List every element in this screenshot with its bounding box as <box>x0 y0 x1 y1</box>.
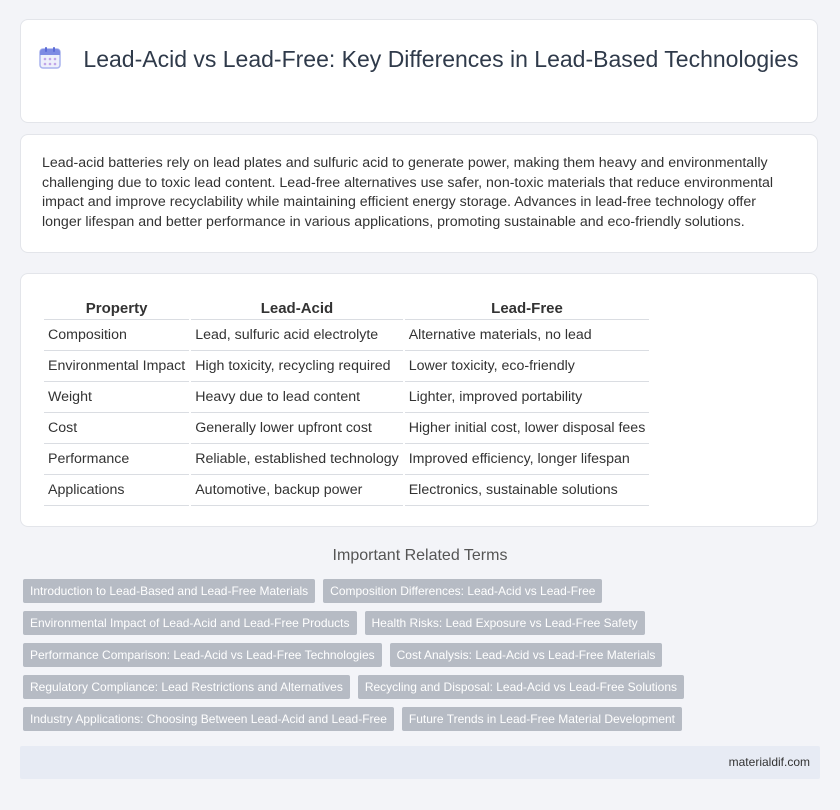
table-cell: Performance <box>44 444 189 475</box>
table-row <box>44 475 649 506</box>
table-cell: Weight <box>44 382 189 413</box>
table-cell: Composition <box>44 320 189 351</box>
footer-site-link[interactable]: materialdif.com <box>728 755 810 769</box>
table-cell: Lighter, improved portability <box>405 382 650 413</box>
table-cell: Automotive, backup power <box>191 475 403 506</box>
table-cell: Electronics, sustainable solutions <box>405 475 650 506</box>
tag-row <box>23 579 713 603</box>
intro-card <box>20 134 818 253</box>
table-cell: Applications <box>44 475 189 506</box>
table-cell: Reliable, established technology <box>191 444 403 475</box>
table-cell: Alternative materials, no lead <box>405 320 650 351</box>
tag-row <box>23 611 713 635</box>
related-term-tag[interactable]: Industry Applications: Choosing Between Lead-Acid and Lead-Free <box>23 707 394 731</box>
table-row <box>44 444 649 475</box>
footer-bar <box>20 746 820 779</box>
table-row <box>44 382 649 413</box>
table-row <box>44 413 649 444</box>
related-term-tag[interactable]: Health Risks: Lead Exposure vs Lead-Free Safety <box>365 611 645 635</box>
related-term-tag[interactable]: Environmental Impact of Lead-Acid and Lead-Free Products <box>23 611 357 635</box>
table-cell: Improved efficiency, longer lifespan <box>405 444 650 475</box>
comparison-table <box>42 295 651 506</box>
page-title-wrap <box>21 45 817 74</box>
table-row <box>44 320 649 351</box>
table-cell: Lead, sulfuric acid electrolyte <box>191 320 403 351</box>
related-terms-title: Important Related Terms <box>332 547 508 564</box>
header-lead-free: Lead-Free <box>405 295 650 320</box>
related-terms-list <box>23 579 713 739</box>
comparison-card <box>20 273 818 527</box>
header-card <box>20 19 818 123</box>
related-term-tag[interactable]: Composition Differences: Lead-Acid vs Lead-Free <box>323 579 602 603</box>
related-term-tag[interactable]: Future Trends in Lead-Free Material Development <box>402 707 682 731</box>
tag-row <box>23 675 713 699</box>
calendar-icon <box>39 46 61 70</box>
related-term-tag[interactable]: Cost Analysis: Lead-Acid vs Lead-Free Materials <box>390 643 663 667</box>
table-cell: Higher initial cost, lower disposal fees <box>405 413 650 444</box>
header-property: Property <box>44 295 189 320</box>
table-header-row <box>44 295 649 320</box>
header-lead-acid: Lead-Acid <box>191 295 403 320</box>
page-title: Lead-Acid vs Lead-Free: Key Differences in Lead-Based Technologies <box>83 46 799 72</box>
related-term-tag[interactable]: Recycling and Disposal: Lead-Acid vs Lead-Free Solutions <box>358 675 684 699</box>
table-cell: Environmental Impact <box>44 351 189 382</box>
table-cell: Generally lower upfront cost <box>191 413 403 444</box>
related-term-tag[interactable]: Introduction to Lead-Based and Lead-Free Materials <box>23 579 315 603</box>
table-row <box>44 351 649 382</box>
table-cell: High toxicity, recycling required <box>191 351 403 382</box>
related-term-tag[interactable]: Performance Comparison: Lead-Acid vs Lead-Free Technologies <box>23 643 382 667</box>
tag-row <box>23 707 713 731</box>
table-cell: Lower toxicity, eco-friendly <box>405 351 650 382</box>
related-term-tag[interactable]: Regulatory Compliance: Lead Restrictions and Alternatives <box>23 675 350 699</box>
table-cell: Heavy due to lead content <box>191 382 403 413</box>
tag-row <box>23 643 713 667</box>
intro-paragraph: Lead-acid batteries rely on lead plates and sulfuric acid to generate power, making them heavy and environmentally challenging due to toxic lead content. Lead-free alternatives use safer, non-toxic materials that reduce environmental impact and improve recyclability while maintaining efficient energy storage. Advances in lead-free technology offer longer lifespan and better performance in various applications, promoting sustainable and eco-friendly solutions. <box>42 155 774 230</box>
table-cell: Cost <box>44 413 189 444</box>
